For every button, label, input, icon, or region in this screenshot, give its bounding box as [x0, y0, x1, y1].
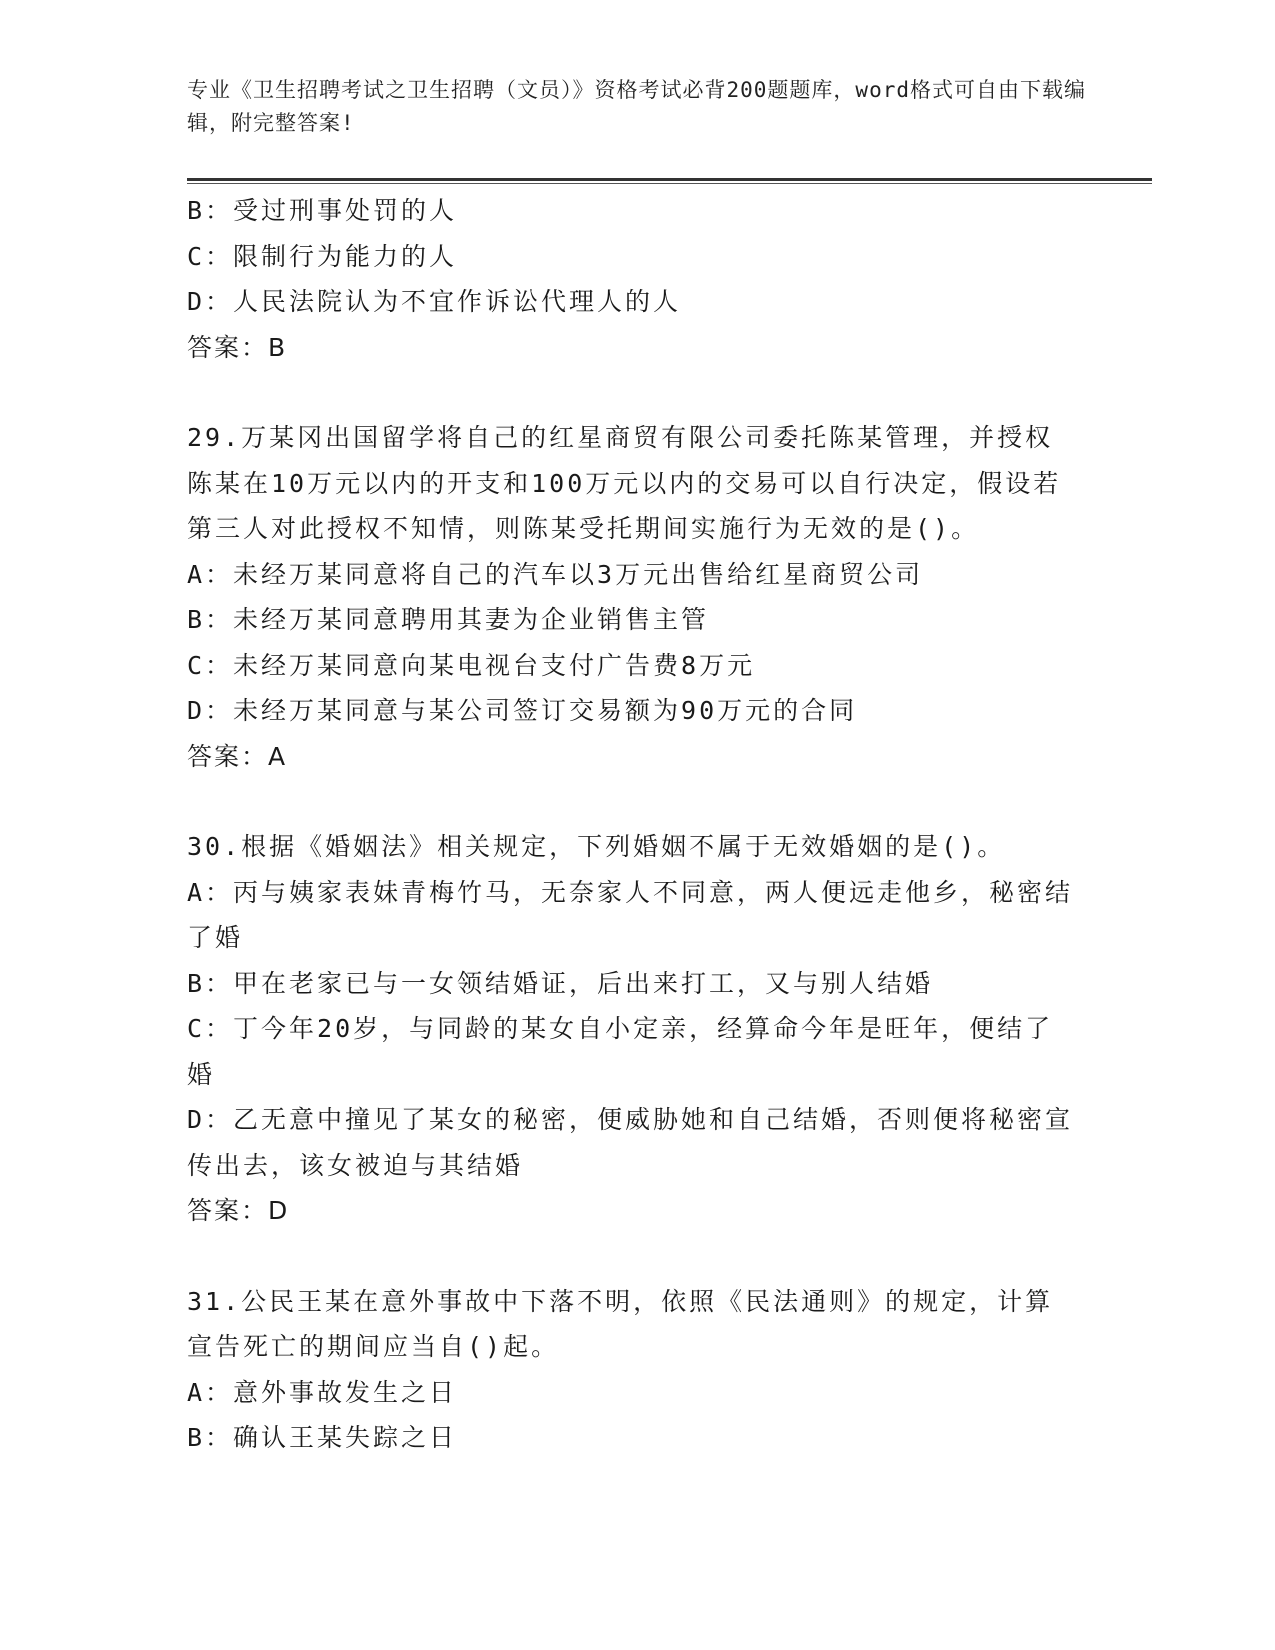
- question-29: [187, 415, 1077, 779]
- option-a: A：未经万某同意将自己的汽车以3万元出售给红星商贸公司: [187, 559, 924, 589]
- question-stem: 31.公民王某在意外事故中下落不明，依照《民法通则》的规定，计算宣告死亡的期间应当自()起。: [187, 1286, 1054, 1361]
- answer-line: 答案：D: [187, 1196, 290, 1225]
- document-body: [187, 188, 1077, 1461]
- question-30: [187, 824, 1077, 1234]
- question-31: [187, 1279, 1077, 1461]
- option-c: C：限制行为能力的人: [187, 241, 458, 271]
- option-a: A：意外事故发生之日: [187, 1377, 458, 1407]
- header-rule-thick: [187, 178, 1152, 181]
- header-rule-thin: [187, 183, 1152, 184]
- answer-line: 答案：A: [187, 741, 288, 771]
- question-stem: 30.根据《婚姻法》相关规定，下列婚姻不属于无效婚姻的是()。: [187, 832, 1006, 861]
- option-a: A：丙与姨家表妹青梅竹马，无奈家人不同意，两人便远走他乡，秘密结了婚: [187, 877, 1074, 952]
- option-c: C：未经万某同意向某电视台支付广告费8万元: [187, 650, 756, 680]
- option-d: D：人民法院认为不宜作诉讼代理人的人: [187, 287, 682, 316]
- option-b: B：甲在老家已与一女领结婚证，后出来打工，又与别人结婚: [187, 968, 934, 998]
- option-b: B：确认王某失踪之日: [187, 1423, 458, 1452]
- option-d: D：乙无意中撞见了某女的秘密，便威胁她和自己结婚，否则便将秘密宣传出去，该女被迫与其结婚: [187, 1105, 1074, 1180]
- option-b: B：受过刑事处罚的人: [187, 196, 458, 225]
- question-stem: 29.万某冈出国留学将自己的红星商贸有限公司委托陈某管理，并授权陈某在10万元以内的开支和100万元以内的交易可以自行决定，假设若第三人对此授权不知情，则陈某受托期间实施行为无效的是()。: [187, 423, 1062, 543]
- option-c: C：丁今年20岁，与同龄的某女自小定亲，经算命今年是旺年，便结了婚: [187, 1014, 1054, 1089]
- question-fragment: [187, 188, 1077, 370]
- option-d: D：未经万某同意与某公司签订交易额为90万元的合同: [187, 696, 858, 725]
- document-header: 专业《卫生招聘考试之卫生招聘（文员）》资格考试必背200题题库，word格式可自由下载编辑，附完整答案!: [187, 78, 1086, 135]
- answer-line: 答案：B: [187, 332, 288, 362]
- option-b: B：未经万某同意聘用其妻为企业销售主管: [187, 605, 710, 634]
